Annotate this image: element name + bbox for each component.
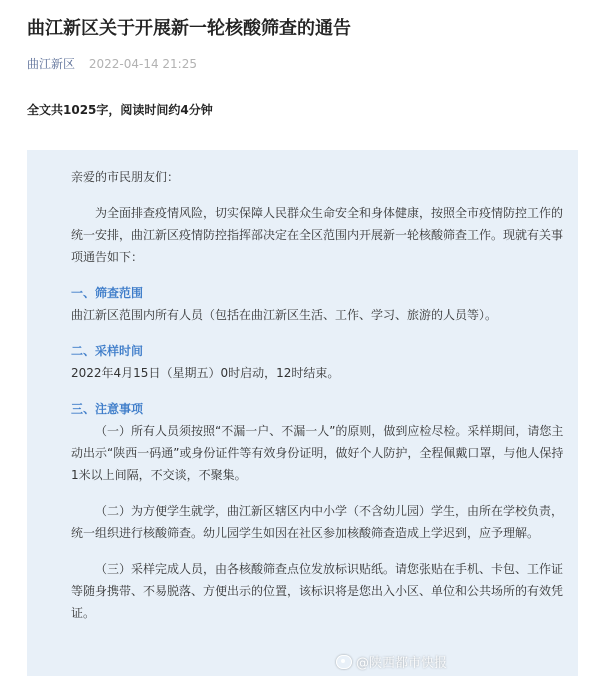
notice-greeting: 亲爱的市民朋友们： bbox=[71, 170, 180, 184]
publish-date: 2022-04-14 21:25 bbox=[88, 57, 197, 71]
notice-box bbox=[27, 150, 578, 676]
section-body-scope: 曲江新区范围内所有人员（包括在曲江新区生活、工作、学习、旅游的人员等）。 bbox=[71, 308, 498, 322]
notes-item-1: （一）所有人员须按照“不漏一户、不漏一人”的原则，做到应检尽检。采样期间，请您主动出示“陕西一码通”或身份证件等有效身份证明，做好个人防护，全程佩戴口罩，与他人保持1米以上间隔，不交谈，不聚集。 bbox=[71, 424, 564, 482]
watermark-text: @陕西都市快报 bbox=[356, 656, 448, 671]
author-link[interactable]: 曲江新区 bbox=[27, 57, 76, 71]
notes-item-2: （二）为方便学生就学，曲江新区辖区内中小学（不含幼儿园）学生，由所在学校负责，统一组织进行核酸筛查。幼儿园学生如因在社区参加核酸筛查造成上学迟到，应予理解。 bbox=[71, 504, 564, 540]
article-title: 曲江新区关于开展新一轮核酸筛查的通告 bbox=[27, 18, 351, 39]
watermark bbox=[336, 652, 447, 671]
section-title-time: 二、采样时间 bbox=[71, 344, 144, 358]
notes-item-3: （三）采样完成人员，由各核酸筛查点位发放标识贴纸。请您张贴在手机、卡包、工作证等随身携带、不易脱落、方便出示的位置，该标识将是您出入小区、单位和公共场所的有效凭证。 bbox=[71, 562, 564, 620]
section-body-time: 2022年4月15日（星期五）0时启动，12时结束。 bbox=[71, 366, 340, 380]
article-meta bbox=[27, 56, 197, 72]
section-title-scope: 一、筛查范围 bbox=[71, 286, 144, 300]
notice-intro: 为全面排查疫情风险，切实保障人民群众生命安全和身体健康，按照全市疫情防控工作的统一安排，曲江新区疫情防控指挥部决定在全区范围内开展新一轮核酸筛查工作。现就有关事项通告如下： bbox=[71, 206, 564, 264]
reading-stats: 全文共1025字，阅读时间约4分钟 bbox=[27, 103, 213, 117]
section-title-notes: 三、注意事项 bbox=[71, 402, 144, 416]
weibo-icon bbox=[336, 655, 352, 669]
